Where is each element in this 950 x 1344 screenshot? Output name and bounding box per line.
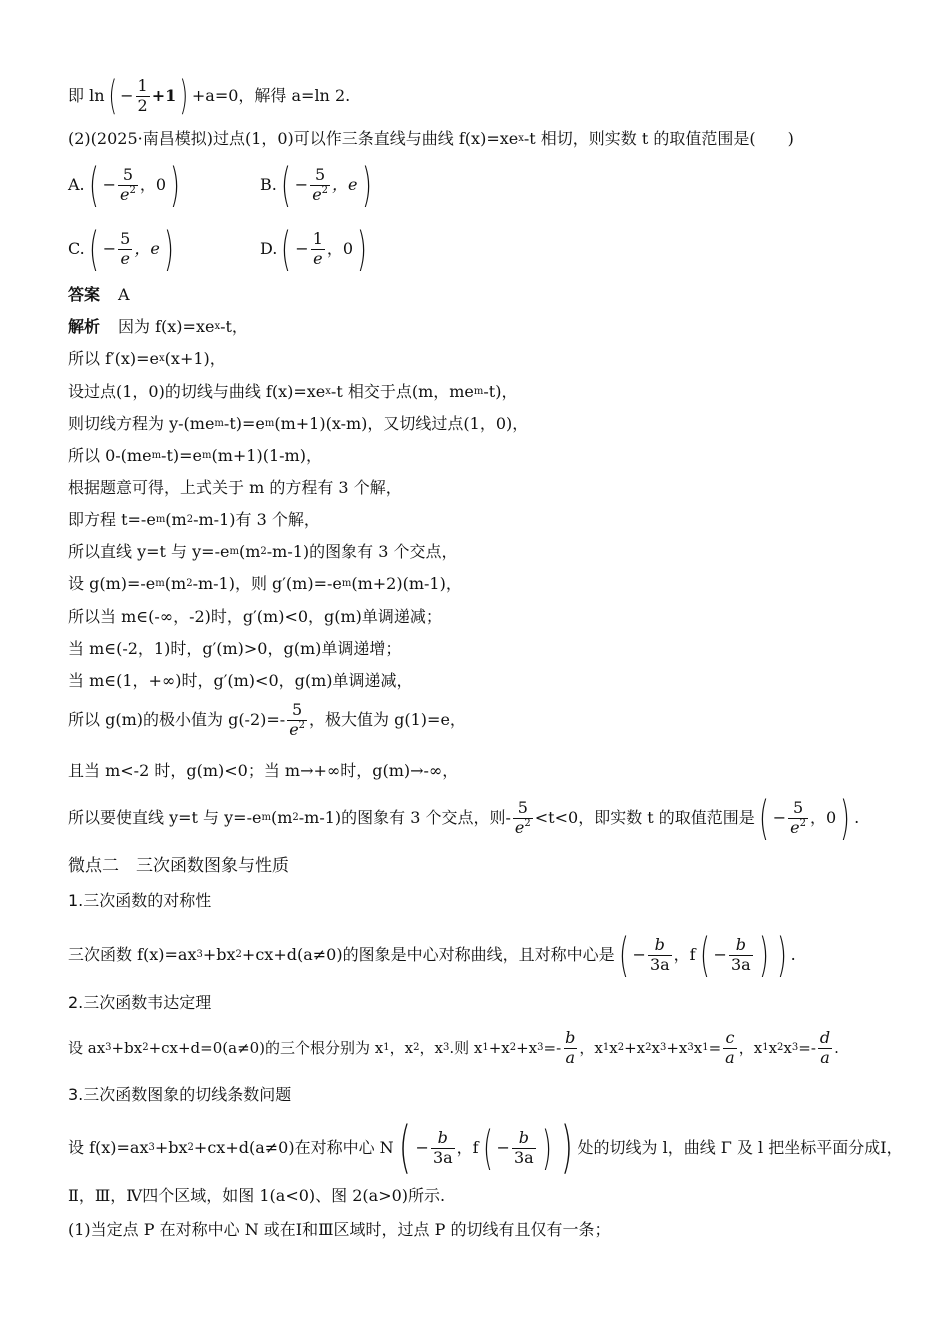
step-derivative: 所以 f′(x)=e x (x+1)，	[68, 349, 226, 368]
answer-label: 答案	[68, 285, 101, 304]
option-c[interactable]: C. ( − $\frac{5}{e}$ ，e )	[68, 222, 174, 276]
subheading-symmetry: 1.三次函数的对称性	[68, 891, 212, 910]
step-three-solutions: 根据题意可得，上式关于 m 的方程有 3 个解，	[68, 478, 402, 497]
tangent-paragraph: 设 f(x)=ax 3 +bx 2 +cx+d(a≠0)在对称中心 N ( − $\frac{b}{3a}$ ，f ( − $\frac{b}{3a}$ ) ) 处的切线为 l，曲线 Γ 及 l 把坐标平面分成Ⅰ，	[68, 1115, 903, 1180]
step-conclusion: 所以要使直线 y=t 与 y=-e m (m 2 -m-1)的图象有 3 个交点，则- $\frac{5}{e^2}$ <t<0，即实数 t 的取值范围是 ( − $\frac{5}{e^2}$ ，0 ) .	[68, 791, 860, 845]
section-heading: 微点二 三次函数图象与性质	[68, 856, 289, 876]
case-1-paragraph: (1)当定点 P 在对称中心 N 或在Ⅰ和Ⅲ区域时，过点 P 的切线有且仅有一条；	[68, 1220, 611, 1239]
step-tangent-point: 设过点(1，0)的切线与曲线 f(x)=xe x -t 相交于点(m，me m -t)，	[68, 382, 518, 401]
step-define-g: 设 g(m)=-e m (m 2 -m-1)，则 g′(m)=-e m (m+2)(m-1)，	[68, 574, 462, 593]
step-equation-t: 即方程 t=-e m (m 2 -m-1)有 3 个解，	[68, 510, 320, 529]
step-tangent-equation: 则切线方程为 y-(me m -t)=e m (m+1)(x-m)，又切线过点(1，0)，	[68, 414, 529, 433]
step-increasing: 当 m∈(-2，1)时，g′(m)>0，g(m)单调递增；	[68, 639, 402, 658]
problem-statement: (2)(2025·南昌模拟)过点(1，0)可以作三条直线与曲线 f(x)=xe x -t 相切，则实数 t 的取值范围是( )	[68, 129, 794, 148]
analysis-label: 解析	[68, 317, 101, 336]
step-extrema: 所以 g(m)的极小值为 g(-2)=- $\frac{5}{e^2}$ ，极大值为 g(1)=e，	[68, 700, 466, 739]
option-a[interactable]: A. ( − $\frac{5}{e^2}$ ，0 )	[68, 158, 180, 212]
step-decreasing-2: 当 m∈(1，+∞)时，g′(m)<0，g(m)单调递减，	[68, 671, 413, 690]
regions-paragraph: Ⅱ，Ⅲ，Ⅳ四个区域，如图 1(a<0)、图 2(a>0)所示.	[68, 1186, 446, 1205]
analysis-line: 解析 因为 f(x)=xe x -t，	[68, 317, 248, 336]
answer-line	[68, 287, 130, 303]
symmetry-paragraph: 三次函数 f(x)=ax 3 +bx 2 +cx+d(a≠0)的图象是中心对称曲线，且对称中心是 ( − $\frac{b}{3a}$ ，f ( − $\frac{b}{3a}$ ) ) .	[68, 928, 796, 982]
answer-value: A	[118, 285, 130, 304]
vieta-paragraph: 设 ax 3 +bx 2 +cx+d=0(a≠0)的三个根分别为 x 1 ，x 2 ，x 3 .则 x 1 +x 2 +x 3 =- $\frac{b}{a}$ ，x 1 x 2 +x 2 x 3 +x 3 x 1 = $\frac{c}{a}$ ，x 1 x 2 x 3 =- $\frac{d}{a}$ .	[68, 1028, 839, 1067]
subheading-tangent-count: 3.三次函数图象的切线条数问题	[68, 1085, 292, 1104]
option-b[interactable]: B. ( − $\frac{5}{e^2}$ ，e )	[260, 158, 372, 212]
fraction: $\frac{1}{2}$	[137, 75, 148, 115]
step-substitute: 所以 0-(me m -t)=e m (m+1)(1-m)，	[68, 446, 322, 465]
solution-line-ln: 即 ln ( − $\frac{1}{2}$ +1 ) +a=0，解得 a=ln 2.	[68, 73, 351, 119]
step-intersections: 所以直线 y=t 与 y=-e m (m 2 -m-1)的图象有 3 个交点，	[68, 542, 458, 561]
step-decreasing-1: 所以当 m∈(-∞，-2)时，g′(m)<0，g(m)单调递减；	[68, 607, 442, 626]
subheading-vieta: 2.三次函数韦达定理	[68, 993, 212, 1012]
step-limits: 且当 m<-2 时，g(m)<0；当 m→+∞时，g(m)→-∞，	[68, 761, 459, 780]
option-d[interactable]: D. ( − $\frac{1}{e}$ ，0 )	[260, 222, 367, 276]
